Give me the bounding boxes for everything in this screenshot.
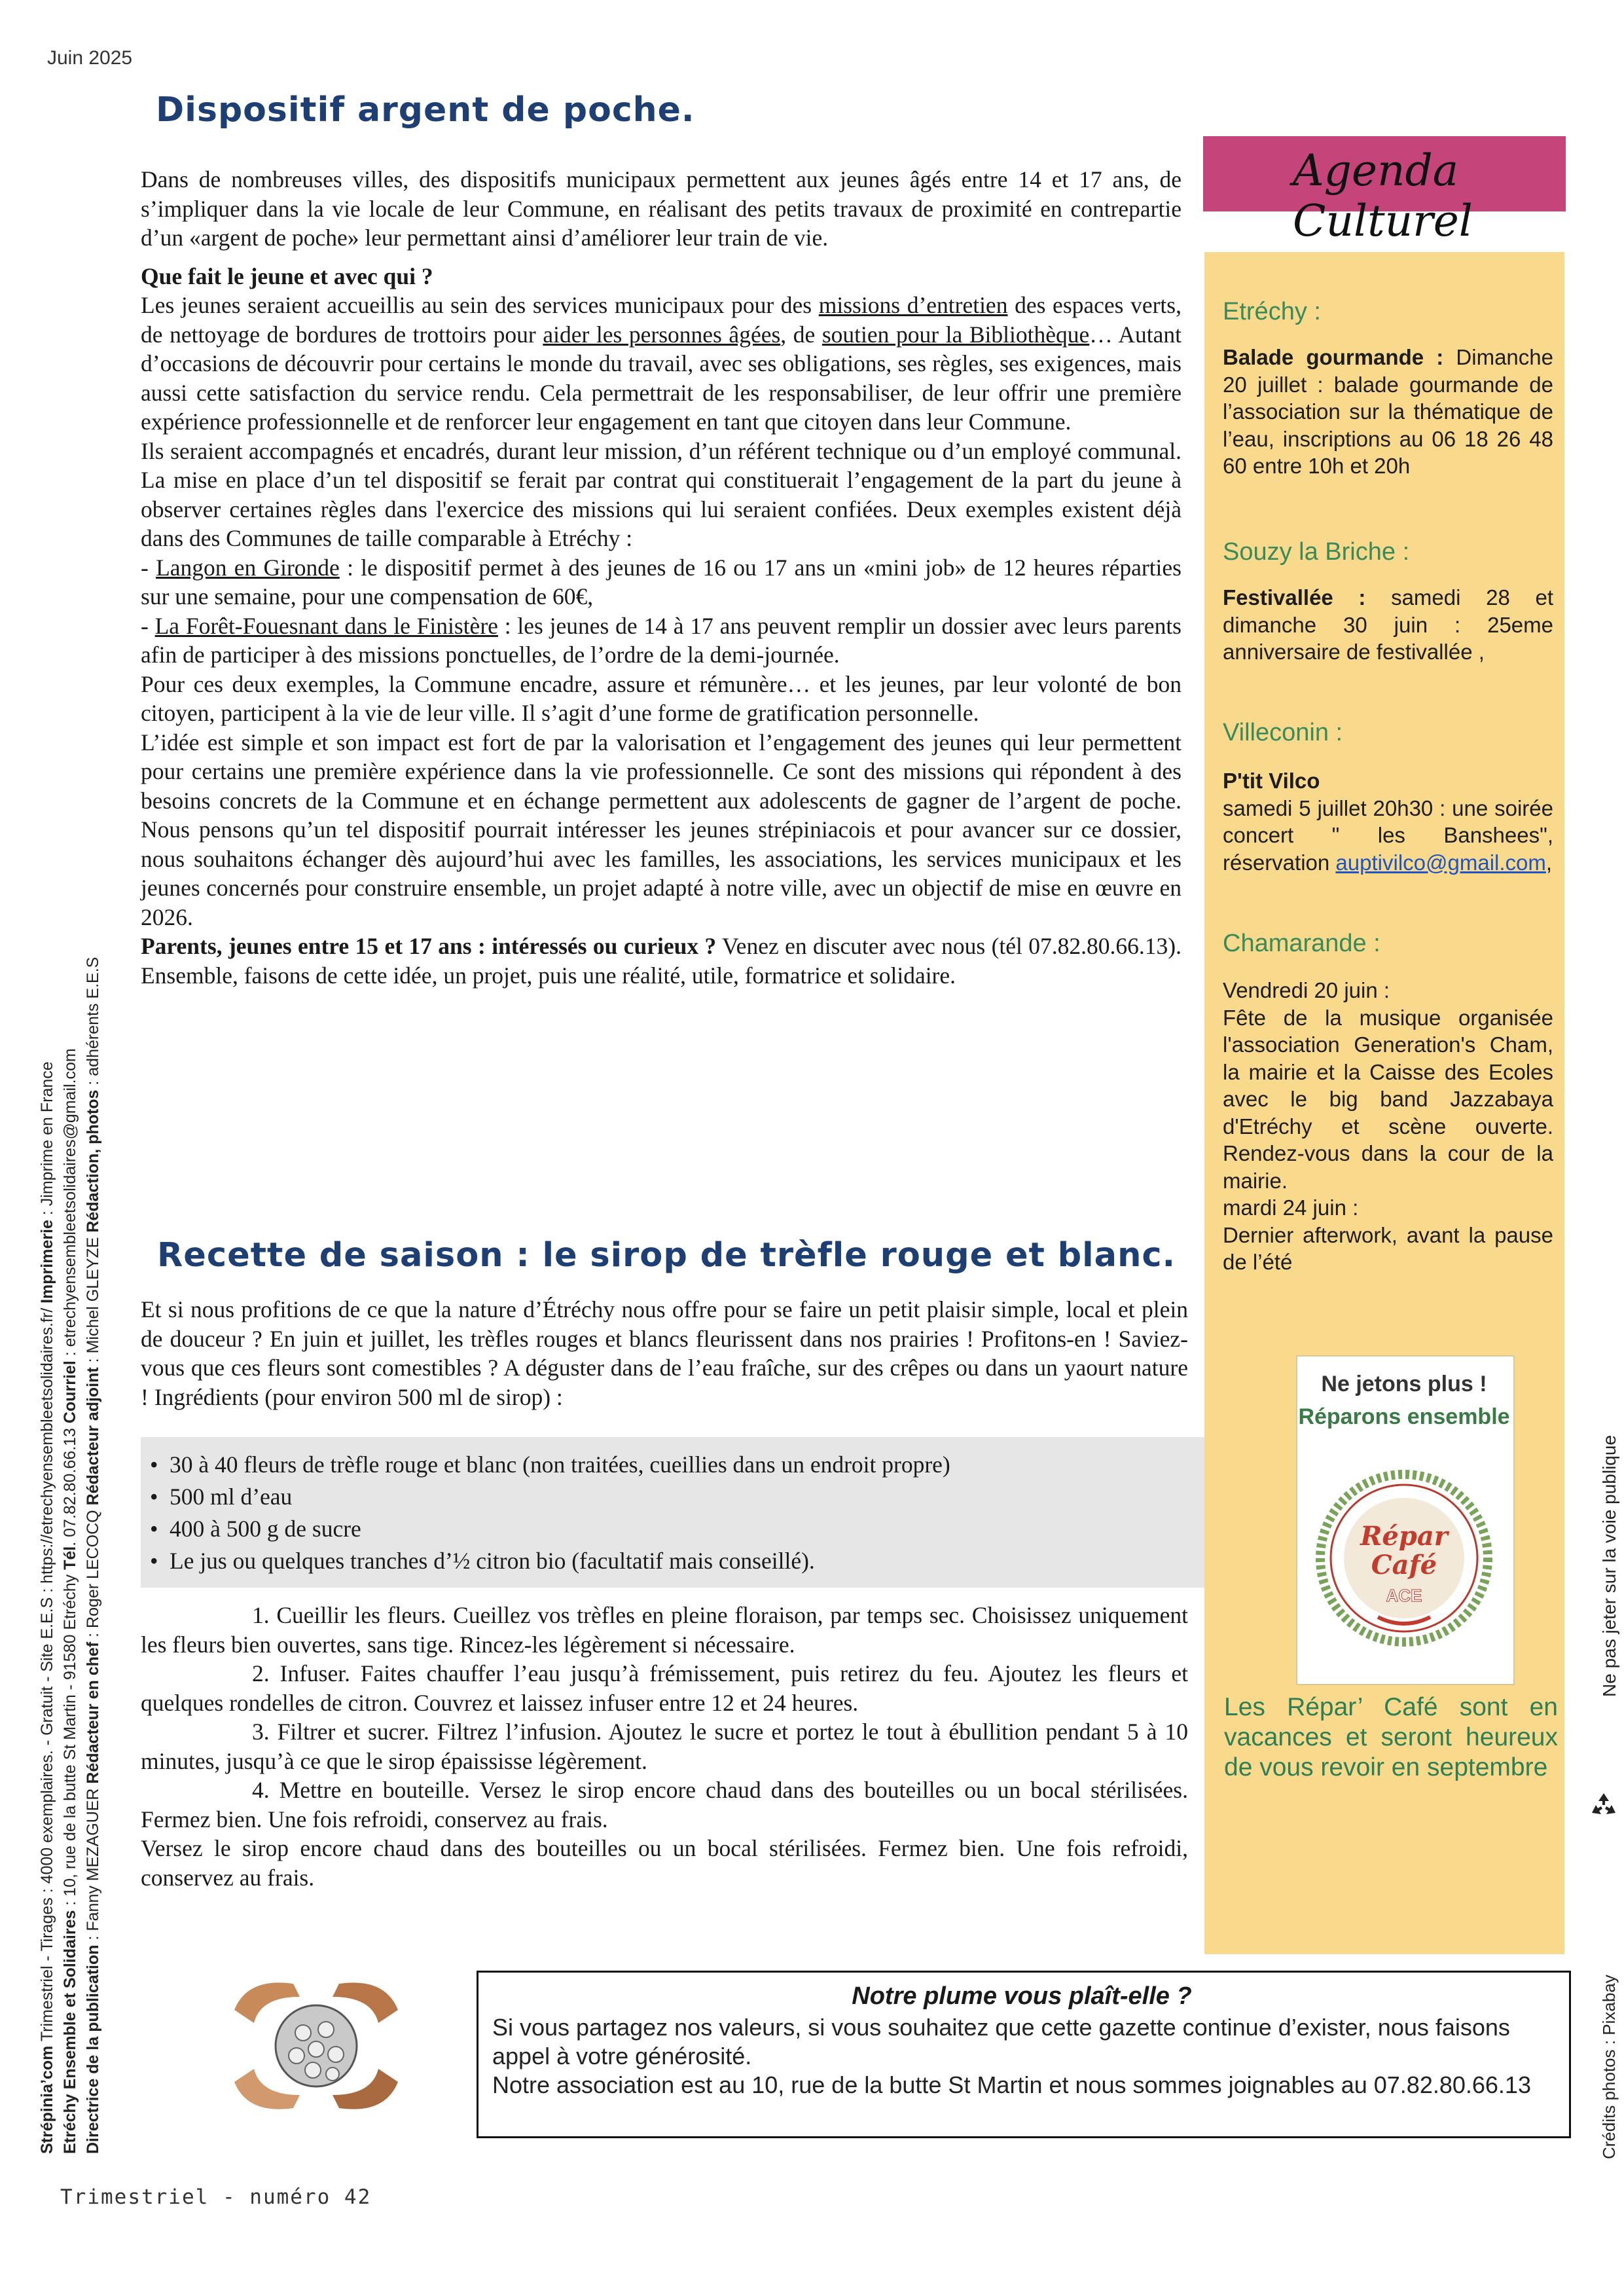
photo-credits: Crédits photos : Pixabay <box>1599 1975 1619 2159</box>
colophon-line-3: Directrice de la publication : Fanny MEZAGUER Rédacteur en chef : Roger LECOCQ Rédacteur adjoint : Michel GLEYZE Rédaction, photos : adhérents E.E.S <box>84 957 102 2154</box>
ingredient-item: • Le jus ou quelques tranches d’½ citron bio (facultatif mais conseillé). <box>150 1548 815 1574</box>
repair-cafe-logo <box>1299 1453 1509 1663</box>
article-call-to-action: Parents, jeunes entre 15 et 17 ans : intéressés ou curieux ? Venez en discuter avec nous (tél 07.82.80.66.13). Ensemble, faisons de cette idée, un projet, puis une réalité, utile, formatrice et solidaire. <box>141 933 1182 989</box>
logo-word-repair: Répar <box>1360 1521 1448 1552</box>
repair-slogan-2: Réparons ensemble <box>1298 1404 1510 1429</box>
recycle-icon <box>1589 1791 1618 1819</box>
logo-word-ace: ACE <box>1386 1586 1422 1605</box>
agenda-tag-square <box>1203 136 1278 211</box>
mission-maintenance-text: missions d’entretien <box>818 292 1008 318</box>
article-intro: Dans de nombreuses villes, des dispositifs municipaux permettent aux jeunes âgés entre 14 et 17 ans, de s’impliquer dans la vie locale de leur Commune, en réalisant des petits travaux de proximité en contrepartie d’un «argent de poche» leur permettant ainsi d’améliorer leur train de vie. <box>141 166 1182 251</box>
appeal-title: Notre plume vous plaît-elle ? <box>852 1982 1192 2010</box>
agenda-heading-souzy: Souzy la Briche : <box>1223 538 1410 566</box>
recipe-step: 4. Mettre en bouteille. Versez le sirop encore chaud dans des bouteilles ou un bocal stérilisées. Fermez bien. Une fois refroidi, conservez au frais. <box>141 1777 1188 1832</box>
mission-library-text: soutien pour la Bibliothèque <box>821 321 1090 348</box>
recipe-closing: Versez le sirop encore chaud dans des bouteilles ou un bocal stérilisées. Fermez bien. Une fois refroidi, conservez au frais. <box>141 1835 1188 1891</box>
article-pocket-money-body <box>141 165 1182 990</box>
recipe-step: 2. Infuser. Faites chauffer l’eau jusqu’à frémissement, puis retirez du feu. Ajoutez les fleurs et quelques rondelles de citron. Couvrez et laissez infuser entre 12 et 24 heures. <box>141 1660 1188 1716</box>
example-langon: - Langon en Gironde : le dispositif permet à des jeunes de 16 ou 17 ans un «mini job» de 12 heures réparties sur une semaine, pour une compensation de 60€, <box>141 554 1182 610</box>
litter-notice: Ne pas jeter sur la voie publique <box>1599 1434 1619 1697</box>
agenda-event-chamarande: Vendredi 20 juin : Fête de la musique organisée l'association Generation's Cham, la mairie et la Caisse des Ecoles avec le big band Jazzabaya d'Etréchy et scène ouverte. Rendez-vous dans la cour de la mairie. mardi 24 juin : Dernier afterwork, avant la pause de l’été <box>1223 978 1553 1274</box>
issue-date: Juin 2025 <box>47 47 133 69</box>
repair-cafe-message: Les Répar’ Café sont en vacances et seront heureux de vous revoir en septembre <box>1224 1693 1558 1781</box>
agenda-event-villeconin: P'tit Vilco samedi 5 juillet 20h30 : une soirée concert " les Banshees", réservation auptivilco@gmail.com, <box>1223 769 1553 875</box>
agenda-heading-villeconin: Villeconin : <box>1223 719 1343 746</box>
agenda-heading-etrechy: Etréchy : <box>1223 298 1321 325</box>
colophon-line-2: Etréchy Ensemble et Solidaires : 10, rue de la butte St Martin - 91580 Etréchy Tél. 07.82.80.66.13 Courriel : etrechyensembleetsolidaires@gmail.com <box>61 1048 79 2154</box>
article-title-clover-syrup: Recette de saison : le sirop de trèfle rouge et blanc. <box>157 1236 1176 1275</box>
ingredients-list <box>141 1437 1211 1588</box>
agenda-event-souzy: Festivallée : samedi 28 et dimanche 30 juin : 25eme anniversaire de festivallée , <box>1223 585 1553 664</box>
hands-globe-illustration <box>221 1971 411 2121</box>
recipe-intro: Et si nous profitions de ce que la nature d’Étréchy nous offre pour se faire un petit plaisir simple, local et plein de douceur ? En juin et juillet, les trèfles rouges et blancs fleurissent dans nos prairies ! Profitons-en ! Saviez-vous que ces fleurs sont comestibles ? A déguster dans de l’eau fraîche, sur des crêpes ou dans un yaourt nature ! Ingrédients (pour environ 500 ml de sirop) : <box>141 1296 1188 1410</box>
recipe-step: 1. Cueillir les fleurs. Cueillez vos trèfles en pleine floraison, par temps sec. Choisissez uniquement les fleurs bien ouvertes, sans tige. Rincez-les légèrement si nécessaire. <box>141 1602 1188 1658</box>
example-foret-fouesnant: - La Forêt-Fouesnant dans le Finistère : les jeunes de 14 à 17 ans peuvent remplir un dossier avec leurs parents afin de participer à des missions ponctuelles, de l’ordre de la demi-journée. <box>141 612 1182 668</box>
recipe-step: 3. Filtrer et sucrer. Filtrez l’infusion. Ajoutez le sucre et portez le tout à ébullition pendant 5 à 10 minutes, jusqu’à ce que le sirop épaississe légèrement. <box>141 1719 1188 1774</box>
article-paragraph: Pour ces deux exemples, la Commune encadre, assure et rémunère… et les jeunes, par leur volonté de bon citoyen, participent à la vie de leur ville. Il s’agit d’une forme de gratification personnelle. <box>141 670 1182 726</box>
agenda-event-etrechy: Balade gourmande : Dimanche 20 juillet : balade gourmande de l’association sur la thématique de l’eau, inscriptions au 06 18 26 48 60 entre 10h et 20h <box>1223 345 1553 478</box>
ingredient-item: • 30 à 40 fleurs de trèfle rouge et blanc (non traitées, cueillies dans un endroit propre) <box>150 1451 950 1478</box>
agenda-title: Agenda Culturel <box>1293 145 1473 246</box>
email-link[interactable]: auptivilco@gmail.com <box>1335 850 1546 875</box>
agenda-heading-chamarande: Chamarande : <box>1223 930 1380 957</box>
article-subhead: Que fait le jeune et avec qui ? <box>141 263 433 289</box>
article-paragraph: L’idée est simple et son impact est fort de par la valorisation et l’engagement des jeunes qui leur permettent pour certains une première expérience dans la vie professionnelle. Ce sont des missions qui répondent à des besoins concrets de la Commune et en échange permettent aux adolescents de gagner de l’argent de poche. Nous pensons qu’un tel dispositif pourrait intéresser les jeunes strépiniacois et pour avancer sur ce dossier, nous souhaitons échanger dès aujourd’hui avec les familles, les associations, les services municipaux et les jeunes concernés pour construire ensemble, un projet adapté à notre ville, avec un objectif de mise en œuvre en 2026. <box>141 729 1182 930</box>
article-title-pocket-money: Dispositif argent de poche. <box>156 90 695 130</box>
issue-footer: Trimestriel - numéro 42 <box>60 2185 372 2209</box>
appeal-text: Si vous partagez nos valeurs, si vous souhaitez que cette gazette continue d’exister, nous faisons appel à votre générosité. Notre association est au 10, rue de la butte St Martin et nous sommes joignables au 07.82.80.66.13 <box>492 2014 1531 2098</box>
colophon-line-1: Strépinia’com Trimestriel - Tirages : 4000 exemplaires. - Gratuit - Site E.E.S : https://etrechyensembleetsolidaires.fr/ Imprimerie : Jimprime en France <box>38 1061 56 2154</box>
mission-elderly-text: aider les personnes âgées <box>543 321 781 348</box>
repair-slogan-1: Ne jetons plus ! <box>1321 1372 1487 1396</box>
logo-word-cafe: Café <box>1371 1550 1437 1580</box>
ingredient-item: • 400 à 500 g de sucre <box>150 1516 361 1542</box>
ingredient-item: • 500 ml d’eau <box>150 1484 293 1510</box>
recipe-steps <box>141 1601 1188 1892</box>
article-paragraph: Les jeunes seraient accueillis au sein des services municipaux pour des missions d’entretien des espaces verts, de nettoyage de bordures de trottoirs pour aider les personnes âgées, de soutien pour la Bibliothèque… Autant d’occasions de découvrir pour certains le monde du travail, avec ses obligations, ses règles, ses exigences, mais aussi cette satisfaction du service rendu. Cela permettrait de les responsabiliser, de leur offrir une première expérience professionnelle et de renforcer leur engagement en tant que citoyen dans leur Commune. <box>141 292 1182 435</box>
article-paragraph: Ils seraient accompagnés et encadrés, durant leur mission, d’un référent technique ou d’un employé communal. La mise en place d’un tel dispositif se ferait par contrat qui constituerait l’engagement de la part du jeune à observer certaines règles dans l'exercice des missions qui lui seraient confiées. Deux exemples existent déjà dans des Communes de taille comparable à Etréchy : <box>141 437 1182 551</box>
